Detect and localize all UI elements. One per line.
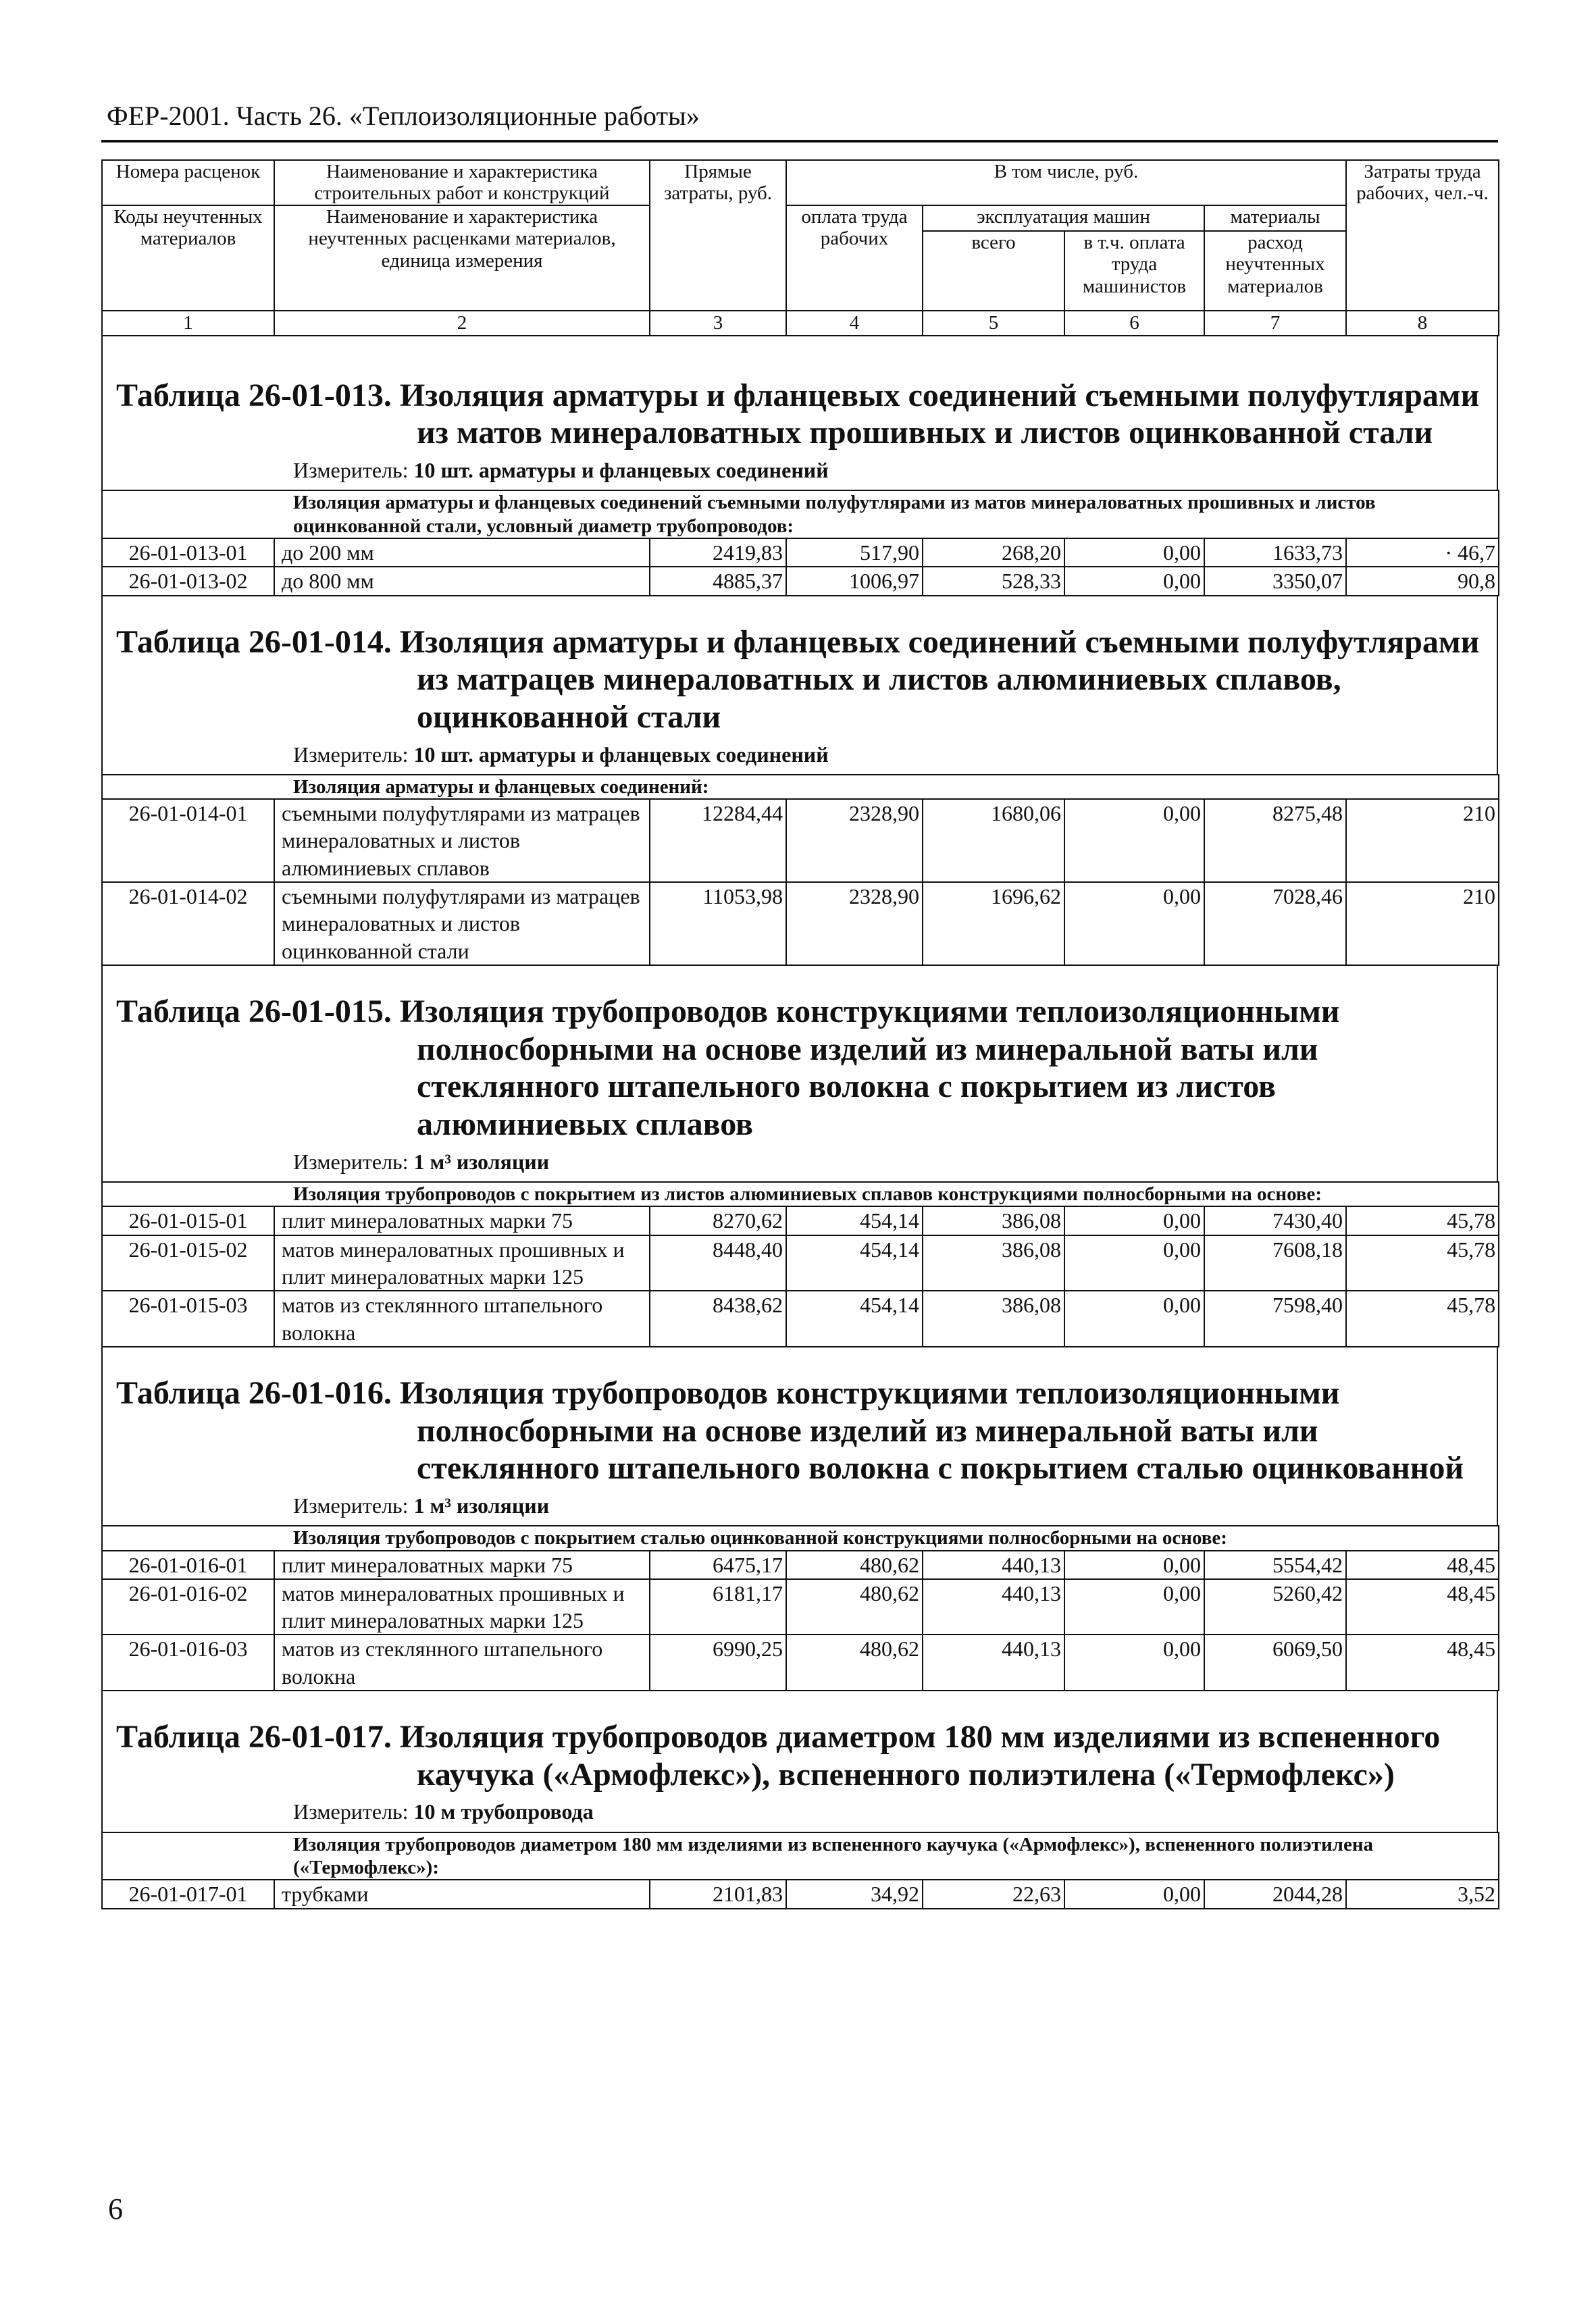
labor-pay: 454,14 bbox=[786, 1291, 923, 1347]
rate-code: 26-01-017-01 bbox=[102, 1880, 274, 1908]
direct-costs: 2419,83 bbox=[650, 538, 786, 567]
table-row bbox=[102, 1235, 1499, 1291]
machinist-pay: 0,00 bbox=[1064, 1635, 1204, 1691]
labor-hours: 48,45 bbox=[1346, 1579, 1499, 1635]
table-row bbox=[102, 799, 1499, 882]
rate-code: 26-01-016-01 bbox=[102, 1551, 274, 1579]
section-block bbox=[101, 1347, 1498, 1525]
materials-cost: 3350,07 bbox=[1204, 567, 1346, 595]
table-row bbox=[102, 538, 1499, 567]
measure-label: Измеритель: bbox=[293, 1493, 409, 1518]
table-row bbox=[102, 882, 1499, 965]
labor-pay: 480,62 bbox=[786, 1635, 923, 1691]
rate-tables bbox=[101, 336, 1498, 1909]
direct-costs: 8448,40 bbox=[650, 1235, 786, 1291]
labor-hours: 3,52 bbox=[1346, 1880, 1499, 1908]
labor-pay: 517,90 bbox=[786, 538, 923, 567]
section-block bbox=[101, 336, 1498, 490]
header-direct-costs: Прямые затраты, руб. bbox=[650, 160, 786, 311]
table-row bbox=[102, 1880, 1499, 1908]
rate-code: 26-01-015-02 bbox=[102, 1235, 274, 1291]
rate-table bbox=[101, 1525, 1499, 1691]
rate-table bbox=[101, 490, 1499, 596]
machinist-pay: 0,00 bbox=[1064, 1579, 1204, 1635]
machinist-pay: 0,00 bbox=[1064, 1880, 1204, 1908]
table-number: Таблица 26-01-015. bbox=[116, 994, 392, 1030]
measure-value: 1 м³ изоляции bbox=[413, 1493, 550, 1518]
direct-costs: 12284,44 bbox=[650, 799, 786, 882]
machines-total: 22,63 bbox=[923, 1880, 1064, 1908]
labor-hours: 210 bbox=[1346, 882, 1499, 965]
labor-hours: 45,78 bbox=[1346, 1291, 1499, 1347]
rate-name: до 800 мм bbox=[274, 567, 650, 595]
machines-total: 268,20 bbox=[923, 538, 1064, 567]
col-num-4: 4 bbox=[786, 311, 923, 336]
machines-total: 386,08 bbox=[923, 1291, 1064, 1347]
header-machines: эксплуатация машин bbox=[923, 205, 1204, 231]
materials-cost: 7608,18 bbox=[1204, 1235, 1346, 1291]
machinist-pay: 0,00 bbox=[1064, 882, 1204, 965]
measure-line bbox=[293, 1493, 1497, 1518]
machines-total: 440,13 bbox=[923, 1579, 1064, 1635]
table-subheading: Изоляция арматуры и фланцевых соединений: bbox=[102, 775, 1499, 799]
rate-code: 26-01-013-01 bbox=[102, 538, 274, 567]
table-title-text: Изоляция трубопроводов диаметром 180 мм изделиями из вспененного каучука («Армофлекс»), вспененного полиэтилена («Термофлекс») bbox=[399, 1719, 1441, 1793]
col-num-8: 8 bbox=[1346, 311, 1499, 336]
materials-cost: 8275,48 bbox=[1204, 799, 1346, 882]
col-num-3: 3 bbox=[650, 311, 786, 336]
machines-total: 528,33 bbox=[923, 567, 1064, 595]
table-row bbox=[102, 567, 1499, 595]
col-num-6: 6 bbox=[1064, 311, 1204, 336]
materials-cost: 1633,73 bbox=[1204, 538, 1346, 567]
rate-name: матов из стеклянного штапельного волокна bbox=[274, 1291, 650, 1347]
direct-costs: 8438,62 bbox=[650, 1291, 786, 1347]
direct-costs: 2101,83 bbox=[650, 1880, 786, 1908]
table-row bbox=[102, 1579, 1499, 1635]
rate-table bbox=[101, 774, 1499, 966]
measure-line bbox=[293, 457, 1497, 483]
machinist-pay: 0,00 bbox=[1064, 1291, 1204, 1347]
labor-pay: 454,14 bbox=[786, 1206, 923, 1235]
materials-cost: 7430,40 bbox=[1204, 1206, 1346, 1235]
rate-code: 26-01-015-03 bbox=[102, 1291, 274, 1347]
labor-hours: 90,8 bbox=[1346, 567, 1499, 595]
page-number: 6 bbox=[108, 2192, 123, 2226]
measure-label: Измеритель: bbox=[293, 1799, 409, 1824]
table-row bbox=[102, 1551, 1499, 1579]
rate-name: трубками bbox=[274, 1880, 650, 1908]
running-head: ФЕР-2001. Часть 26. «Теплоизоляционные работы» bbox=[107, 101, 700, 131]
rate-name: матов из стеклянного штапельного волокна bbox=[274, 1635, 650, 1691]
table-subheading: Изоляция трубопроводов диаметром 180 мм изделиями из вспененного каучука («Армофлекс»), вспененного полиэтилена («Термофлекс»): bbox=[102, 1832, 1499, 1880]
direct-costs: 4885,37 bbox=[650, 567, 786, 595]
machinist-pay: 0,00 bbox=[1064, 1551, 1204, 1579]
measure-label: Измеритель: bbox=[293, 1149, 409, 1174]
machinist-pay: 0,00 bbox=[1064, 538, 1204, 567]
col-num-1: 1 bbox=[102, 311, 274, 336]
labor-hours: 48,45 bbox=[1346, 1635, 1499, 1691]
machinist-pay: 0,00 bbox=[1064, 1235, 1204, 1291]
rate-table bbox=[101, 1181, 1499, 1347]
header-machines-total: всего bbox=[923, 231, 1064, 311]
rate-name: матов минераловатных прошивных и плит минераловатных марки 125 bbox=[274, 1235, 650, 1291]
materials-cost: 6069,50 bbox=[1204, 1635, 1346, 1691]
measure-value: 10 м трубопровода bbox=[413, 1799, 594, 1824]
labor-pay: 2328,90 bbox=[786, 882, 923, 965]
materials-cost: 2044,28 bbox=[1204, 1880, 1346, 1908]
header-materials: материалы bbox=[1204, 205, 1346, 231]
table-title-text: Изоляция арматуры и фланцевых соединений съемными полуфутлярами из матов минераловатных прошивных и листов оцинкованной стали bbox=[399, 377, 1480, 451]
table-row bbox=[102, 1635, 1499, 1691]
labor-hours: 45,78 bbox=[1346, 1206, 1499, 1235]
direct-costs: 8270,62 bbox=[650, 1206, 786, 1235]
table-title bbox=[116, 1374, 1497, 1487]
header-materials-sub: расход неучтенных материалов bbox=[1204, 231, 1346, 311]
machines-total: 1680,06 bbox=[923, 799, 1064, 882]
rate-table bbox=[101, 1832, 1499, 1909]
machines-total: 386,08 bbox=[923, 1206, 1064, 1235]
measure-value: 10 шт. арматуры и фланцевых соединений bbox=[413, 458, 829, 483]
materials-cost: 5260,42 bbox=[1204, 1579, 1346, 1635]
header-machines-incl: в т.ч. оплата труда машинистов bbox=[1064, 231, 1204, 311]
rate-code: 26-01-014-01 bbox=[102, 799, 274, 882]
table-title bbox=[116, 1718, 1497, 1793]
machinist-pay: 0,00 bbox=[1064, 799, 1204, 882]
labor-pay: 34,92 bbox=[786, 1880, 923, 1908]
rate-name: плит минераловатных марки 75 bbox=[274, 1206, 650, 1235]
table-title bbox=[116, 377, 1497, 452]
table-title-text: Изоляция арматуры и фланцевых соединений съемными полуфутлярами из матрацев минераловатных и листов алюминиевых сплавов, оцинкованной стали bbox=[399, 623, 1480, 735]
measure-label: Измеритель: bbox=[293, 742, 409, 767]
table-number: Таблица 26-01-013. bbox=[116, 377, 392, 413]
header-labor-pay: оплата труда рабочих bbox=[786, 205, 923, 311]
section-block bbox=[101, 1691, 1498, 1832]
header-name-bottom: Наименование и характеристика неучтенных расценками материалов, единица измерения bbox=[274, 205, 650, 311]
table-number: Таблица 26-01-017. bbox=[116, 1719, 392, 1755]
col-num-7: 7 bbox=[1204, 311, 1346, 336]
rate-code: 26-01-015-01 bbox=[102, 1206, 274, 1235]
direct-costs: 11053,98 bbox=[650, 882, 786, 965]
machines-total: 440,13 bbox=[923, 1551, 1064, 1579]
rate-code: 26-01-014-02 bbox=[102, 882, 274, 965]
rate-name: съемными полуфутлярами из матрацев минераловатных и листов оцинкованной стали bbox=[274, 882, 650, 965]
labor-pay: 1006,97 bbox=[786, 567, 923, 595]
header-rule bbox=[101, 140, 1498, 143]
rate-name: плит минераловатных марки 75 bbox=[274, 1551, 650, 1579]
col-num-5: 5 bbox=[923, 311, 1064, 336]
header-including: В том числе, руб. bbox=[786, 160, 1346, 205]
labor-hours: 45,78 bbox=[1346, 1235, 1499, 1291]
labor-pay: 454,14 bbox=[786, 1235, 923, 1291]
machinist-pay: 0,00 bbox=[1064, 1206, 1204, 1235]
rate-code: 26-01-016-02 bbox=[102, 1579, 274, 1635]
machines-total: 1696,62 bbox=[923, 882, 1064, 965]
document-body bbox=[101, 159, 1498, 1909]
table-row bbox=[102, 1206, 1499, 1235]
measure-line bbox=[293, 742, 1497, 767]
machinist-pay: 0,00 bbox=[1064, 567, 1204, 595]
direct-costs: 6475,17 bbox=[650, 1551, 786, 1579]
machines-total: 440,13 bbox=[923, 1635, 1064, 1691]
labor-pay: 2328,90 bbox=[786, 799, 923, 882]
machines-total: 386,08 bbox=[923, 1235, 1064, 1291]
table-row bbox=[102, 1291, 1499, 1347]
materials-cost: 7598,40 bbox=[1204, 1291, 1346, 1347]
measure-line bbox=[293, 1149, 1497, 1175]
labor-hours: 210 bbox=[1346, 799, 1499, 882]
header-codes-top: Номера расценок bbox=[102, 160, 274, 205]
materials-cost: 5554,42 bbox=[1204, 1551, 1346, 1579]
table-title bbox=[116, 623, 1497, 736]
table-title bbox=[116, 993, 1497, 1143]
materials-cost: 7028,46 bbox=[1204, 882, 1346, 965]
rate-code: 26-01-016-03 bbox=[102, 1635, 274, 1691]
measure-value: 10 шт. арматуры и фланцевых соединений bbox=[413, 742, 829, 767]
section-block bbox=[101, 966, 1498, 1181]
rate-name: до 200 мм bbox=[274, 538, 650, 567]
labor-pay: 480,62 bbox=[786, 1579, 923, 1635]
column-header-table bbox=[101, 159, 1499, 336]
labor-pay: 480,62 bbox=[786, 1551, 923, 1579]
header-codes-bottom: Коды неучтенных материалов bbox=[102, 205, 274, 311]
rate-name: матов минераловатных прошивных и плит минераловатных марки 125 bbox=[274, 1579, 650, 1635]
direct-costs: 6990,25 bbox=[650, 1635, 786, 1691]
table-title-text: Изоляция трубопроводов конструкциями теплоизоляционными полносборными на основе изделий из минеральной ваты или стеклянного штапельного волокна с покрытием из листов алюминиевых сплавов bbox=[399, 994, 1340, 1143]
table-number: Таблица 26-01-016. bbox=[116, 1374, 392, 1411]
table-title-text: Изоляция трубопроводов конструкциями теплоизоляционными полносборными на основе изделий из минеральной ваты или стеклянного штапельного волокна с покрытием сталью оцинкованной bbox=[399, 1374, 1464, 1487]
table-subheading: Изоляция арматуры и фланцевых соединений съемными полуфутлярами из матов минераловатных прошивных и листов оцинкованной стали, условный диаметр трубопроводов: bbox=[102, 490, 1499, 538]
measure-line bbox=[293, 1799, 1497, 1824]
labor-hours: · 46,7 bbox=[1346, 538, 1499, 567]
table-subheading: Изоляция трубопроводов с покрытием из листов алюминиевых сплавов конструкциями полносборными на основе: bbox=[102, 1182, 1499, 1206]
rate-name: съемными полуфутлярами из матрацев минераловатных и листов алюминиевых сплавов bbox=[274, 799, 650, 882]
col-num-2: 2 bbox=[274, 311, 650, 336]
header-name-top: Наименование и характеристика строительных работ и конструкций bbox=[274, 160, 650, 205]
measure-value: 1 м³ изоляции bbox=[413, 1149, 550, 1174]
section-block bbox=[101, 596, 1498, 774]
direct-costs: 6181,17 bbox=[650, 1579, 786, 1635]
measure-label: Измеритель: bbox=[293, 458, 409, 483]
labor-hours: 48,45 bbox=[1346, 1551, 1499, 1579]
table-number: Таблица 26-01-014. bbox=[116, 623, 392, 660]
header-labor: Затраты труда рабочих, чел.-ч. bbox=[1346, 160, 1499, 311]
rate-code: 26-01-013-02 bbox=[102, 567, 274, 595]
table-subheading: Изоляция трубопроводов с покрытием сталью оцинкованной конструкциями полносборными на основе: bbox=[102, 1526, 1499, 1550]
